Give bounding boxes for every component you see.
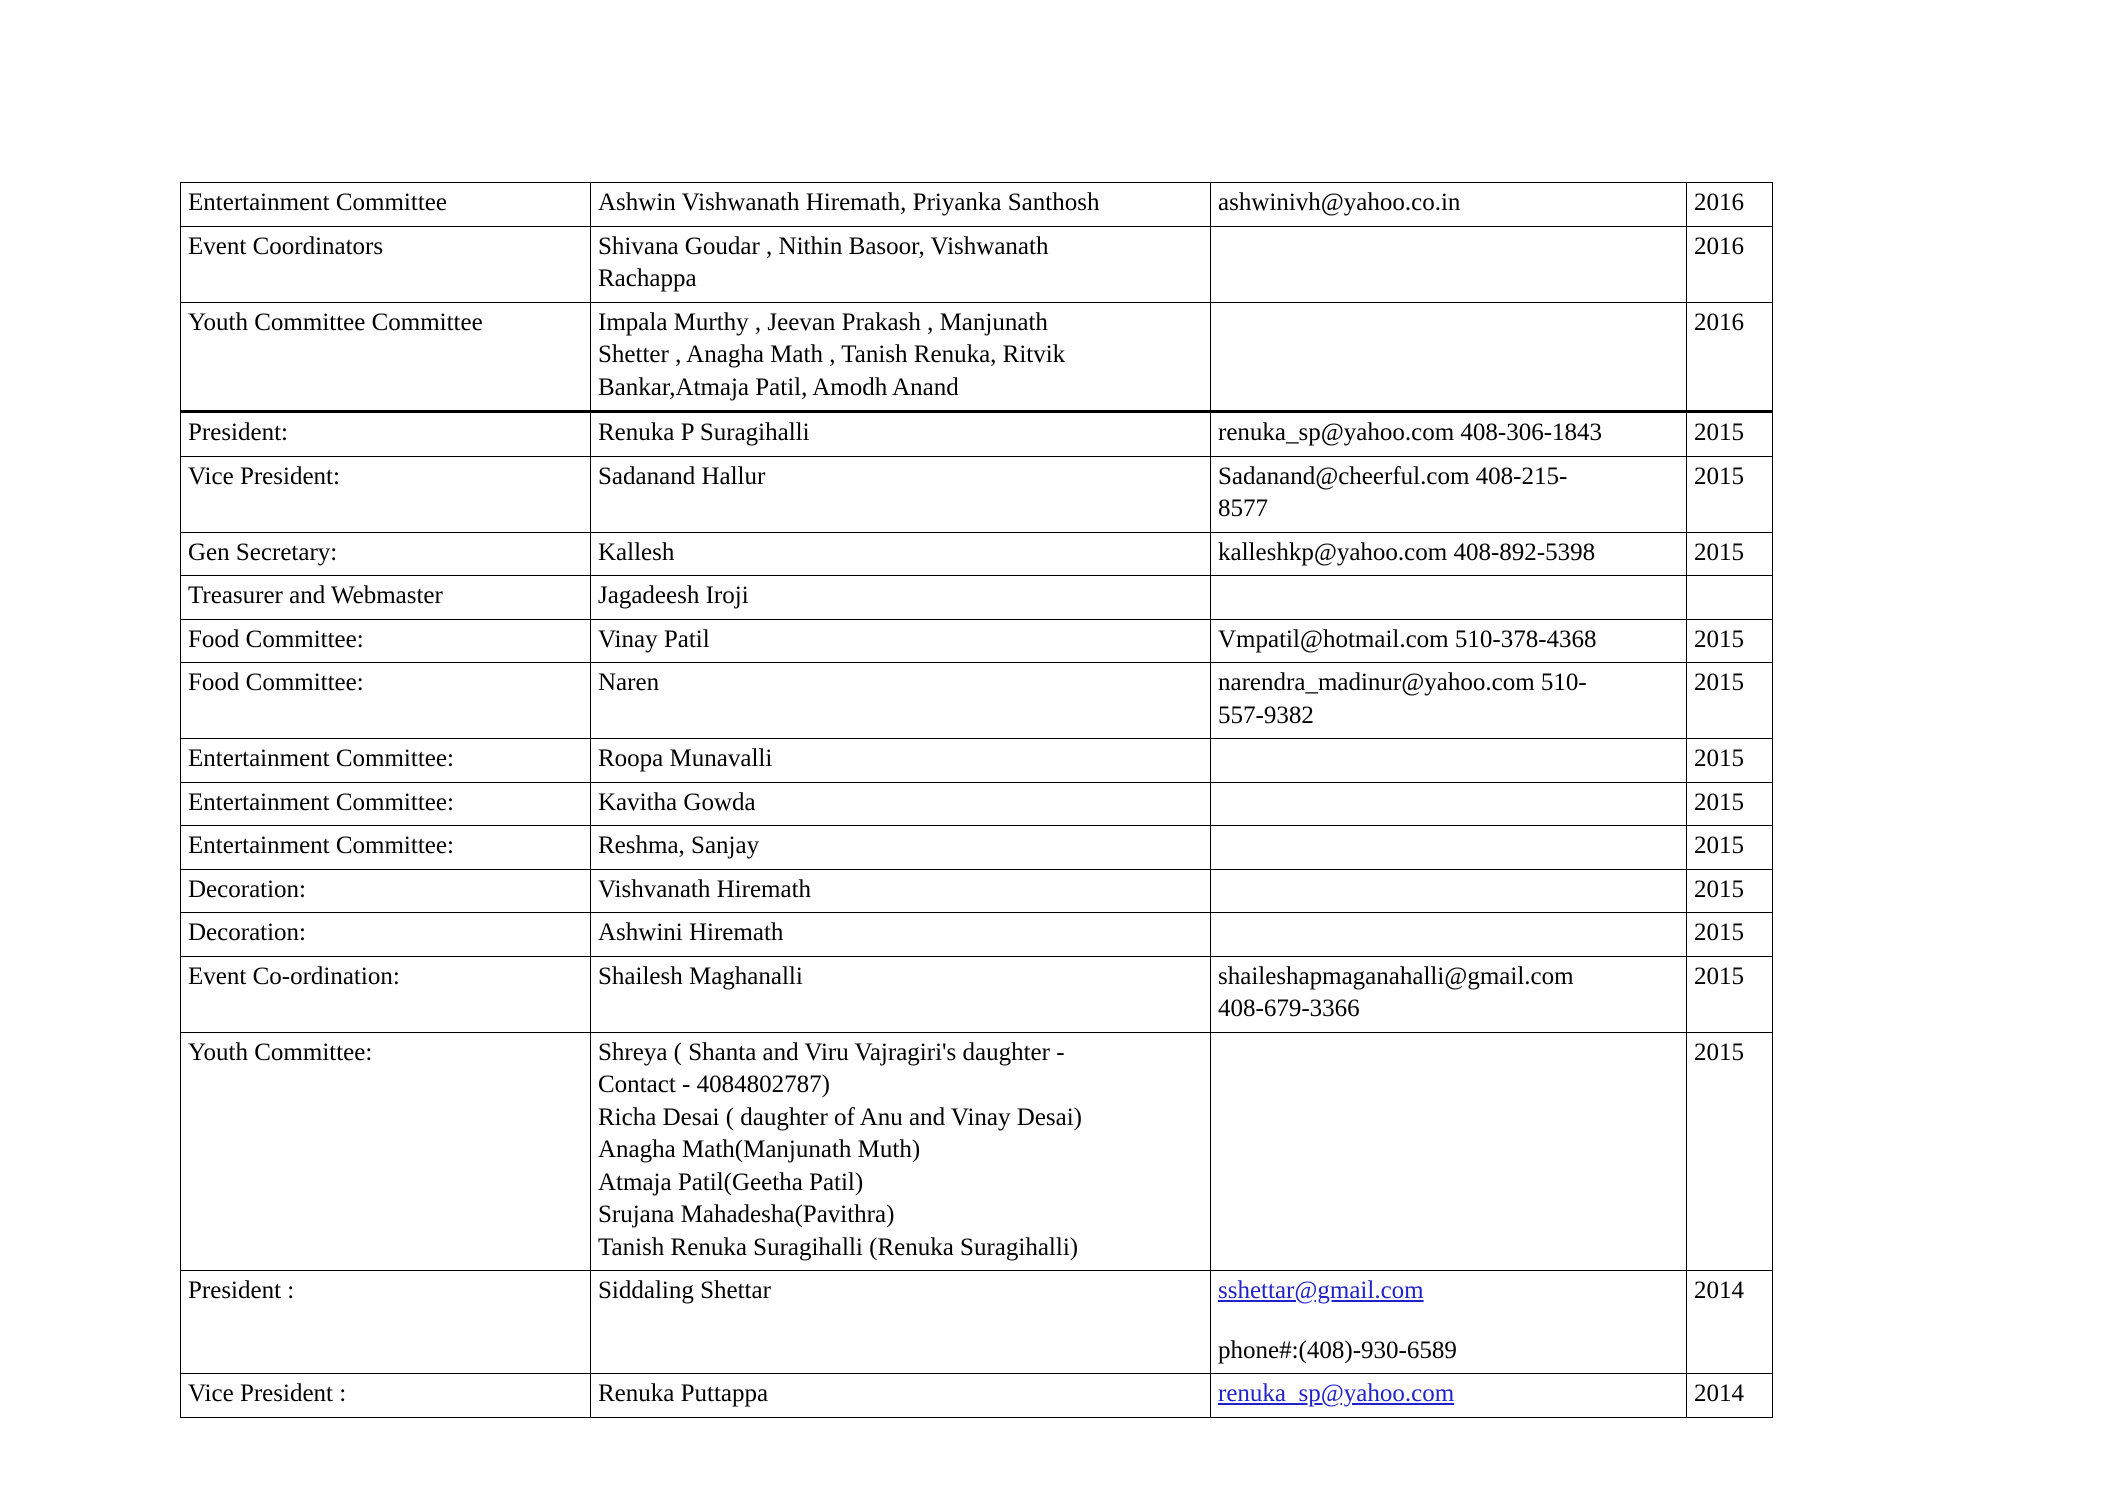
- cell-contact: [1211, 226, 1687, 302]
- table-row: [181, 782, 1773, 826]
- name-line: Ashwini Hiremath: [598, 919, 784, 946]
- cell-year: 2015: [1687, 412, 1773, 457]
- table-row: [181, 619, 1773, 663]
- cell-names: [591, 1032, 1211, 1271]
- cell-role: Event Co-ordination:: [181, 956, 591, 1032]
- name-line: Vishvanath Hiremath: [598, 875, 812, 903]
- cell-names: [591, 1271, 1211, 1374]
- table-row: [181, 913, 1773, 957]
- name-line: Shailesh Maghanalli: [598, 962, 803, 990]
- name-line: Anagha Math(Manjunath Muth): [598, 1136, 921, 1163]
- name-line: Bankar,Atmaja Patil, Amodh Anand: [598, 373, 959, 401]
- cell-role: Treasurer and Webmaster: [181, 576, 591, 620]
- cell-year: 2016: [1687, 183, 1773, 227]
- cell-contact: [1211, 663, 1687, 739]
- cell-contact: [1211, 456, 1687, 532]
- cell-role: Youth Committee:: [181, 1032, 591, 1271]
- name-line: Roopa Munavalli: [598, 745, 773, 772]
- name-line: Richa Desai ( daughter of Anu and Vinay Desai): [598, 1103, 1083, 1131]
- cell-names: [591, 913, 1211, 957]
- name-line: Shivana Goudar , Nithin Basoor, Vishwanath: [598, 232, 1049, 260]
- table-row: [181, 1374, 1773, 1418]
- cell-names: [591, 739, 1211, 783]
- cell-role: Entertainment Committee:: [181, 782, 591, 826]
- roster-table-body: [181, 183, 1773, 1418]
- cell-role: Decoration:: [181, 869, 591, 913]
- contact-line: shaileshapmaganahalli@gmail.com: [1218, 962, 1574, 990]
- contact-line: 557-9382: [1218, 701, 1314, 729]
- table-row: [181, 869, 1773, 913]
- contact-line: [1218, 1308, 1679, 1335]
- roster-table-container: [180, 182, 1772, 1418]
- name-line: Srujana Mahadesha(Pavithra): [598, 1201, 895, 1228]
- cell-contact: [1211, 183, 1687, 227]
- cell-year: 2015: [1687, 663, 1773, 739]
- contact-line: 8577: [1218, 495, 1268, 522]
- contact-line: kalleshkp@yahoo.com 408-892-5398: [1218, 538, 1596, 566]
- cell-year: 2015: [1687, 826, 1773, 870]
- cell-names: [591, 576, 1211, 620]
- cell-role: Decoration:: [181, 913, 591, 957]
- cell-contact: [1211, 913, 1687, 957]
- cell-year: 2016: [1687, 302, 1773, 412]
- cell-contact: [1211, 1374, 1687, 1418]
- cell-contact: [1211, 412, 1687, 457]
- cell-contact: [1211, 302, 1687, 412]
- cell-contact: [1211, 532, 1687, 576]
- cell-names: [591, 826, 1211, 870]
- cell-names: [591, 302, 1211, 412]
- contact-line: ashwinivh@yahoo.co.in: [1218, 189, 1461, 216]
- cell-role: President :: [181, 1271, 591, 1374]
- table-row: [181, 532, 1773, 576]
- cell-role: Vice President :: [181, 1374, 591, 1418]
- name-line: Naren: [598, 669, 660, 696]
- cell-year: 2015: [1687, 739, 1773, 783]
- cell-names: [591, 869, 1211, 913]
- cell-contact: [1211, 576, 1687, 620]
- email-link[interactable]: renuka_sp@yahoo.com: [1218, 1380, 1455, 1407]
- contact-line: phone#:(408)-930-6589: [1218, 1336, 1457, 1364]
- cell-names: [591, 619, 1211, 663]
- cell-contact: [1211, 1032, 1687, 1271]
- cell-role: Vice President:: [181, 456, 591, 532]
- name-line: Sadanand Hallur: [598, 462, 766, 490]
- table-row: [181, 412, 1773, 457]
- table-row: [181, 956, 1773, 1032]
- name-line: Renuka Puttappa: [598, 1380, 769, 1407]
- cell-names: [591, 782, 1211, 826]
- cell-names: [591, 412, 1211, 457]
- name-line: Vinay Patil: [598, 625, 710, 653]
- cell-year: 2015: [1687, 456, 1773, 532]
- name-line: Shetter , Anagha Math , Tanish Renuka, Ritvik: [598, 341, 1066, 368]
- cell-year: 2015: [1687, 619, 1773, 663]
- cell-role: Gen Secretary:: [181, 532, 591, 576]
- cell-contact: [1211, 619, 1687, 663]
- cell-role: President:: [181, 412, 591, 457]
- name-line: Reshma, Sanjay: [598, 832, 760, 859]
- cell-role: Event Coordinators: [181, 226, 591, 302]
- cell-role: Entertainment Committee:: [181, 826, 591, 870]
- cell-names: [591, 1374, 1211, 1418]
- cell-contact: [1211, 739, 1687, 783]
- contact-line: Vmpatil@hotmail.com 510-378-4368: [1218, 625, 1597, 653]
- name-line: Ashwin Vishwanath Hiremath, Priyanka Santhosh: [598, 189, 1100, 216]
- cell-contact: [1211, 782, 1687, 826]
- name-line: Contact - 4084802787): [598, 1071, 830, 1098]
- table-row: [181, 226, 1773, 302]
- cell-role: Food Committee:: [181, 619, 591, 663]
- contact-line: narendra_madinur@yahoo.com 510-: [1218, 669, 1587, 696]
- email-link[interactable]: sshettar@gmail.com: [1218, 1277, 1424, 1304]
- table-row: [181, 663, 1773, 739]
- cell-role: Entertainment Committee:: [181, 739, 591, 783]
- name-line: Siddaling Shettar: [598, 1277, 771, 1304]
- table-row: [181, 576, 1773, 620]
- cell-role: Entertainment Committee: [181, 183, 591, 227]
- cell-year: 2015: [1687, 913, 1773, 957]
- cell-contact: [1211, 826, 1687, 870]
- table-row: [181, 1032, 1773, 1271]
- table-row: [181, 183, 1773, 227]
- cell-year: 2014: [1687, 1374, 1773, 1418]
- cell-year: 2015: [1687, 782, 1773, 826]
- cell-contact: [1211, 1271, 1687, 1374]
- table-row: [181, 739, 1773, 783]
- table-row: [181, 1271, 1773, 1374]
- name-line: Renuka P Suragihalli: [598, 419, 810, 446]
- cell-year: 2015: [1687, 869, 1773, 913]
- name-line: Rachappa: [598, 265, 697, 292]
- table-row: [181, 456, 1773, 532]
- name-line: Kavitha Gowda: [598, 788, 756, 816]
- cell-names: [591, 226, 1211, 302]
- cell-names: [591, 956, 1211, 1032]
- cell-names: [591, 183, 1211, 227]
- table-row: [181, 302, 1773, 412]
- cell-role: Youth Committee Committee: [181, 302, 591, 412]
- cell-names: [591, 456, 1211, 532]
- contact-line: 408-679-3366: [1218, 995, 1360, 1022]
- cell-year: 2016: [1687, 226, 1773, 302]
- name-line: Impala Murthy , Jeevan Prakash , Manjunath: [598, 308, 1048, 336]
- table-row: [181, 826, 1773, 870]
- cell-contact: [1211, 956, 1687, 1032]
- cell-names: [591, 532, 1211, 576]
- cell-year: 2015: [1687, 532, 1773, 576]
- name-line: Tanish Renuka Suragihalli (Renuka Suragihalli): [598, 1233, 1079, 1261]
- cell-year: 2015: [1687, 956, 1773, 1032]
- cell-year: 2014: [1687, 1271, 1773, 1374]
- name-line: Atmaja Patil(Geetha Patil): [598, 1168, 864, 1196]
- cell-role: Food Committee:: [181, 663, 591, 739]
- cell-names: [591, 663, 1211, 739]
- cell-contact: [1211, 869, 1687, 913]
- contact-line: Sadanand@cheerful.com 408-215-: [1218, 462, 1568, 490]
- cell-year: 2015: [1687, 1032, 1773, 1271]
- name-line: Jagadeesh Iroji: [598, 582, 749, 609]
- committee-roster-table: [180, 182, 1773, 1418]
- name-line: Kallesh: [598, 538, 675, 566]
- cell-year: [1687, 576, 1773, 620]
- name-line: Shreya ( Shanta and Viru Vajragiri's daughter -: [598, 1038, 1065, 1066]
- contact-line: renuka_sp@yahoo.com 408-306-1843: [1218, 419, 1603, 446]
